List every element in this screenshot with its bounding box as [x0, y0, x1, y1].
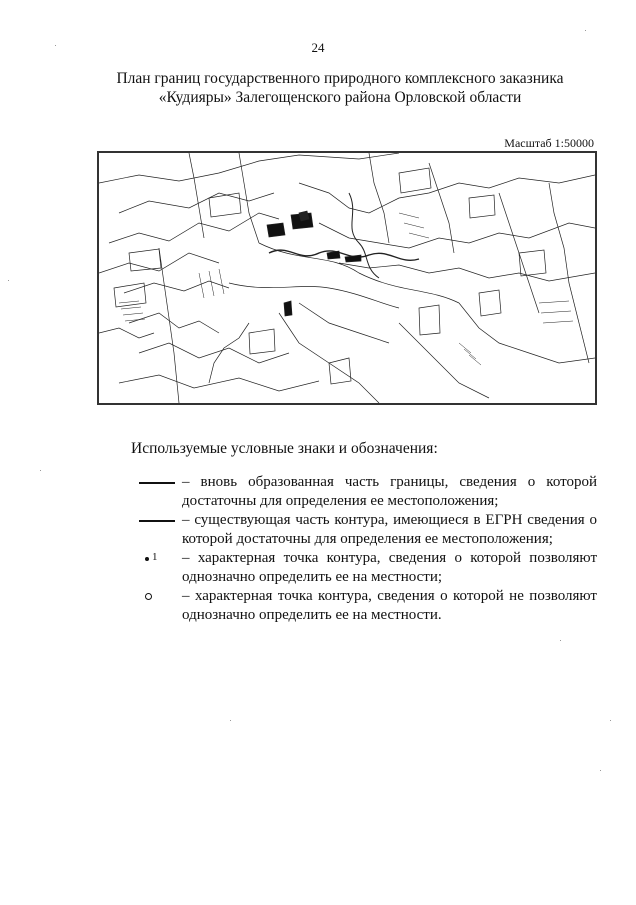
solid-line-symbol [137, 511, 175, 530]
document-title [60, 69, 620, 107]
circle-icon [145, 593, 152, 600]
circle-symbol [137, 587, 175, 606]
solid-line-symbol [137, 473, 175, 492]
dot-icon [145, 557, 149, 561]
map-scale-label: Масштаб 1:50000 [504, 136, 594, 150]
legend [137, 473, 597, 625]
title-line-1: План границ государственного природного комплексного заказника [116, 70, 564, 87]
legend-text: – существующая часть контура, имеющиеся в ЕГРН сведения о которой достаточны для определения ее местоположения; [182, 512, 597, 547]
title-line-2: «Кудияры» Залегощенского района Орловской области [158, 89, 522, 106]
page-number: 24 [311, 40, 325, 55]
legend-item-new-boundary [137, 473, 597, 511]
legend-heading: Используемые условные знаки и обозначения: [131, 440, 438, 457]
numbered-dot-symbol [137, 549, 175, 568]
boundary-map [97, 151, 597, 405]
legend-item-existing-contour [137, 511, 597, 549]
legend-item-undefined-point [137, 587, 597, 625]
point-number: 1 [152, 551, 158, 563]
legend-text: – характерная точка контура, сведения о которой не позволяют однозначно определить ее на местности. [182, 588, 597, 623]
boundary-map-drawing [99, 153, 595, 403]
legend-text: – вновь образованная часть границы, сведения о которой достаточны для определения ее местоположения; [182, 474, 597, 509]
legend-item-defined-point [137, 549, 597, 587]
legend-text: – характерная точка контура, сведения о которой позволяют однозначно определить ее на местности; [182, 550, 597, 585]
